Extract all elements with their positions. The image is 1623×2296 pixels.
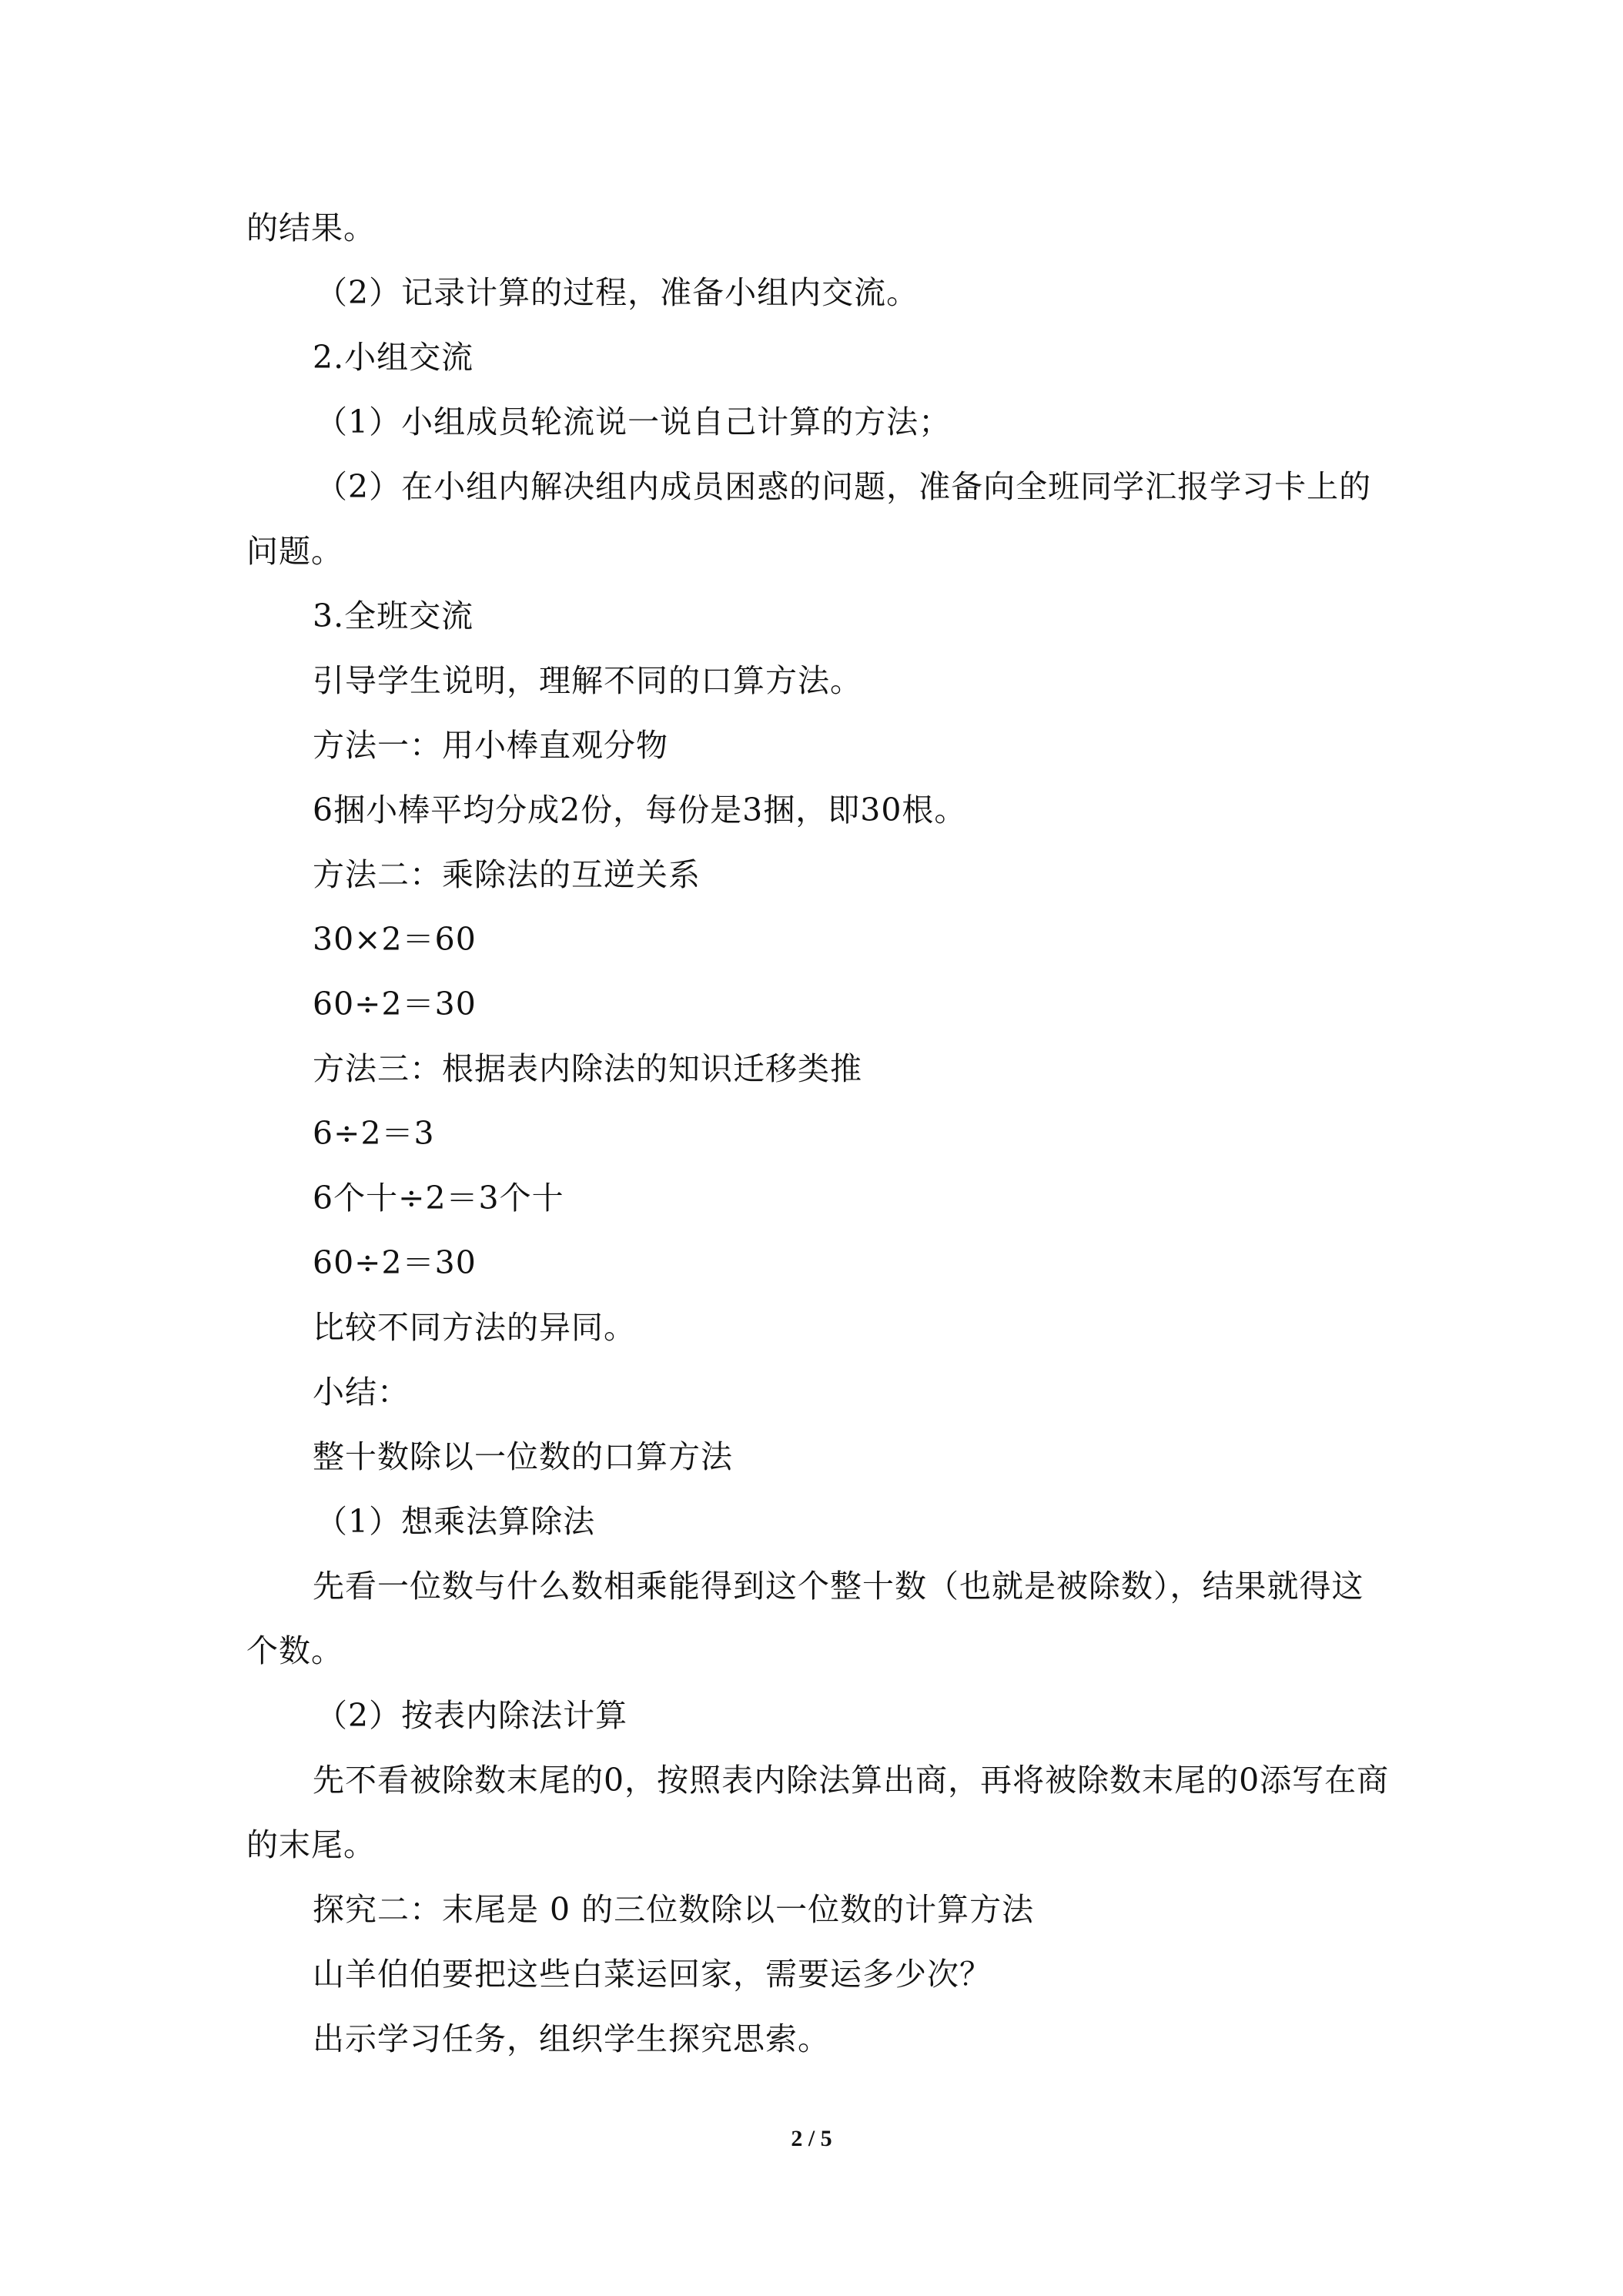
text-line: （1）想乘法算除法 bbox=[316, 1503, 596, 1540]
text-line: 先看一位数与什么数相乘能得到这个整十数（也就是被除数），结果就得这 bbox=[313, 1568, 1364, 1605]
text-line: 山羊伯伯要把这些白菜运回家，需要运多少次？ bbox=[313, 1956, 992, 1993]
text-line: 的结果。 bbox=[246, 209, 376, 246]
equation-line: 6个十÷2＝3个十 bbox=[313, 1180, 564, 1217]
page-number: 2 / 5 bbox=[791, 2126, 832, 2151]
section-heading: 3.全班交流 bbox=[313, 597, 474, 634]
equation-line: 60÷2＝30 bbox=[313, 986, 477, 1022]
equation-line: 30×2＝60 bbox=[313, 921, 477, 958]
text-line: 小结： bbox=[313, 1374, 410, 1411]
text-line: （2）按表内除法计算 bbox=[316, 1697, 628, 1734]
text-line: 先不看被除数末尾的0，按照表内除法算出商，再将被除数末尾的0添写在商 bbox=[313, 1762, 1390, 1799]
text-line: 个数。 bbox=[246, 1632, 343, 1669]
text-line: 方法三：根据表内除法的知识迁移类推 bbox=[313, 1050, 862, 1087]
text-line: 方法一：用小棒直观分物 bbox=[313, 727, 668, 764]
text-line: 整十数除以一位数的口算方法 bbox=[313, 1438, 733, 1475]
text-line: 问题。 bbox=[246, 533, 343, 570]
text-line: 探究二：末尾是 0 的三位数除以一位数的计算方法 bbox=[313, 1891, 1035, 1928]
text-line: （1）小组成员轮流说一说自己计算的方法； bbox=[316, 403, 952, 440]
text-line: 出示学习任务，组织学生探究思索。 bbox=[313, 2020, 830, 2057]
text-line: （2）在小组内解决组内成员困惑的问题，准备向全班同学汇报学习卡上的 bbox=[316, 468, 1372, 505]
text-line: 比较不同方法的异同。 bbox=[313, 1309, 636, 1346]
text-line: 6捆小棒平均分成2份，每份是3捆，即30根。 bbox=[313, 792, 967, 828]
section-heading: 2.小组交流 bbox=[313, 339, 474, 376]
text-line: 的末尾。 bbox=[246, 1826, 376, 1863]
equation-line: 6÷2＝3 bbox=[313, 1115, 435, 1152]
text-line: 引导学生说明，理解不同的口算方法。 bbox=[313, 662, 862, 699]
equation-line: 60÷2＝30 bbox=[313, 1244, 477, 1281]
text-line: 方法二：乘除法的互逆关系 bbox=[313, 856, 701, 893]
text-line: （2）记录计算的过程，准备小组内交流。 bbox=[316, 274, 919, 311]
